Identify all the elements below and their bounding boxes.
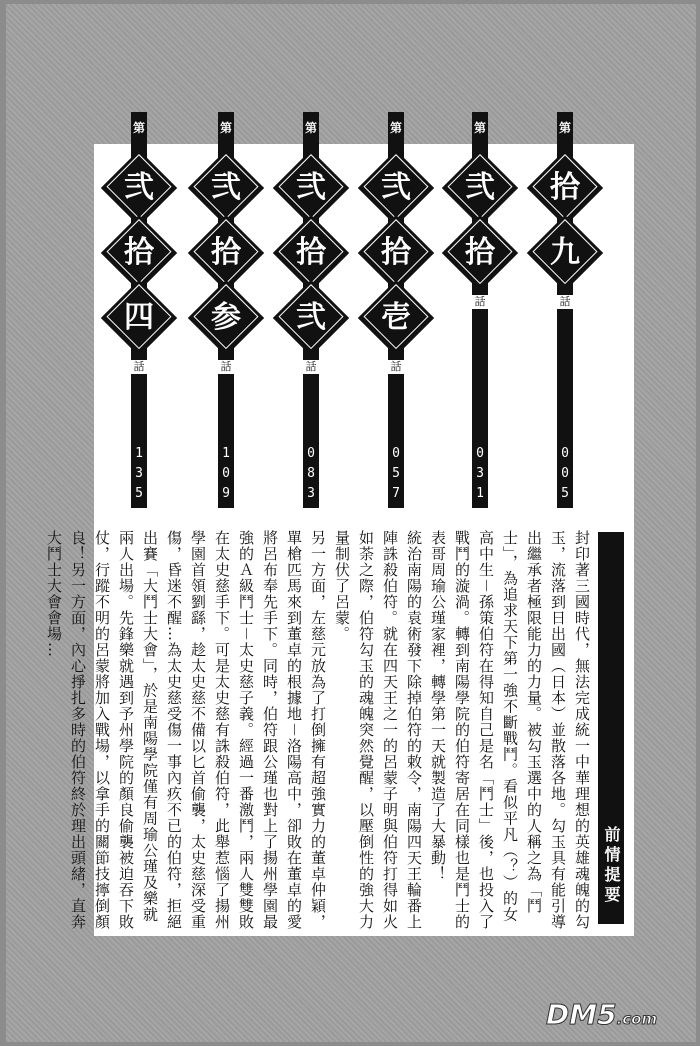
- chapter-suffix: 話: [301, 360, 321, 374]
- chapter-page-number: 0 3 1: [476, 446, 484, 501]
- chapter-page-number: 0 0 5: [561, 446, 569, 501]
- watermark-brand: DM5: [546, 998, 617, 1031]
- chapter-prefix: 第: [304, 121, 317, 135]
- chapter-numeral: 拾: [550, 170, 580, 205]
- chapter-numeral: 拾: [124, 235, 154, 270]
- chapter-page-number: 1 3 5: [135, 446, 143, 501]
- chapter-numeral: 参: [211, 300, 241, 335]
- chapter-suffix: 話: [216, 360, 236, 374]
- summary-paragraph: 統治南陽的袁術發下除掉伯符的敕令，南陽四天王輪番上陣誅殺伯符。就在四天王之一的呂蒙子明與伯符打得如火如荼之際，伯符勾玉的魂魄突然覺醒，以壓倒性的強大力量制伏了呂蒙。: [333, 530, 423, 930]
- chapter-numeral: 九: [550, 235, 580, 270]
- chapter-page-number: 0 8 3: [307, 446, 315, 501]
- chapter-prefix: 第: [389, 121, 402, 135]
- chapter-numeral: 拾: [296, 235, 326, 270]
- chapter-numeral: 拾: [465, 235, 495, 270]
- chapter-page-number: 0 5 7: [392, 446, 400, 501]
- chapter-prefix: 第: [219, 121, 232, 135]
- summary-paragraph: 封印著三國時代，無法完成統一中華理想的英雄魂魄的勾玉，流落到日出國（日本）並散落各地。勾玉具有能引導出繼承者極限能力的力量。被勾玉選中的人稱之為「鬥士」，為追求天下第一強不斷戰鬥。看似平凡（？）的女高中生－孫策伯符在得知自己是名「鬥士」後，也投入了戰鬥的漩渦。轉到南陽學院的伯符寄居在同樣也是鬥士的表哥周瑜公瑾家裡，轉學第一天就製造了大暴動！: [429, 530, 591, 931]
- watermark-suffix: .com: [616, 1010, 658, 1028]
- story-summary: [45, 530, 594, 931]
- chapter-numeral: 拾: [211, 235, 241, 270]
- chapter-numeral: 弐: [465, 170, 495, 205]
- chapter-numeral: 弐: [211, 170, 241, 205]
- chapter-prefix: 第: [558, 121, 571, 135]
- chapter-numeral: 拾: [381, 235, 411, 270]
- chapter-page-number: 1 0 9: [222, 446, 230, 501]
- chapter-numeral: 弐: [124, 170, 154, 205]
- chapter-suffix: 話: [470, 295, 490, 309]
- chapter-suffix: 話: [129, 360, 149, 374]
- chapter-suffix: 話: [386, 360, 406, 374]
- chapter-prefix: 第: [473, 121, 486, 135]
- chapter-suffix: 話: [555, 295, 575, 309]
- chapter-prefix: 第: [132, 121, 145, 135]
- chapter-numeral: 弐: [296, 300, 326, 335]
- chapter-numeral: 壱: [381, 300, 411, 335]
- chapter-numeral: 四: [124, 300, 154, 335]
- chapter-numeral: 弐: [296, 170, 326, 205]
- watermark: [546, 998, 657, 1031]
- summary-paragraph: 另一方面，左慈元放為了打倒擁有超強實力的董卓仲穎，單槍匹馬來到董卓的根據地－洛陽高中，卻敗在董卓的愛將呂布奉先手下。同時，伯符跟公瑾也對上了揚州學園最強的Ａ級鬥士－太史慈子義。經過一番激鬥，兩人雙雙敗在太史慈手下。可是太史慈有誅殺伯符，此舉惹惱了揚州學園首領劉繇，趁太史慈不備以匕首偷襲，太史慈深受重傷，昏迷不醒…為太史慈受傷一事內疚不已的伯符，拒絕出賽「大鬥士大會」，於是南陽學院僅有周瑜公瑾及樂就兩人出場。先鋒樂就遇到予州學院的顏良偷襲被迫吞下敗仗，行蹤不明的呂蒙將加入戰場，以拿手的關節技擰倒顏良！另一方面，內心掙扎多時的伯符終於理出頭緒，直奔大鬥士大會會場…: [45, 530, 327, 931]
- summary-label: 前情提要: [602, 826, 621, 906]
- chapter-numeral: 弐: [381, 170, 411, 205]
